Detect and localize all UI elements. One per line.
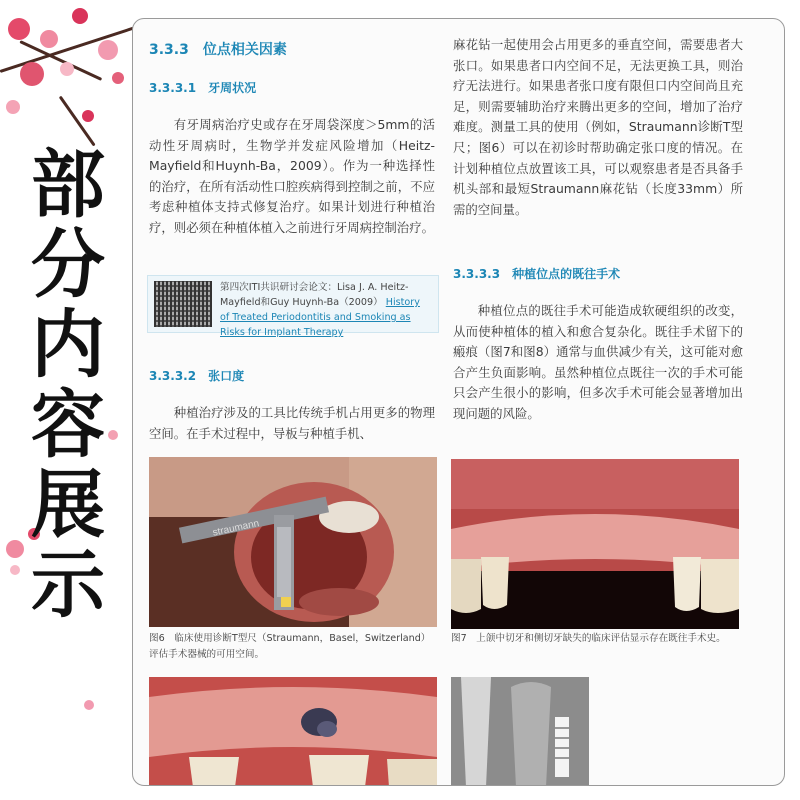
reference-box (147, 275, 439, 338)
xray-photo (451, 677, 589, 786)
figure-7-caption: 图7 上颌中切牙和侧切牙缺失的临床评估显示存在既往手术史。 (451, 633, 726, 644)
subsection-heading-mouth-opening: 3.3.3.2 张口度 (149, 369, 245, 383)
section-heading: 3.3.3 位点相关因素 (149, 42, 287, 58)
previous-surgery-paragraph: 种植位点的既往手术可能造成软硬组织的改变，从而使种植体的植入和愈合复杂化。既往手术留下的瘢痕（图7和图8）通常与血供减少有关，这可能对愈合产生负面影响。虽然种植位点既往一次的手术可能只会产生很小的影响，但多次手术可能会显著增加出现问题的风险。 (453, 303, 743, 421)
book-page (132, 18, 785, 786)
reference-link[interactable]: History of Treated Periodontitis and Smoking as Risks for Implant Therapy (220, 297, 420, 338)
side-banner (22, 142, 114, 628)
banner-char: 容 (31, 382, 105, 468)
mouth-opening-paragraph: 种植治疗涉及的工具比传统手机占用更多的物理空间。在手术过程中，导板与种植手机、 (149, 405, 435, 441)
figure-7-photo (451, 459, 739, 629)
figure-7-illustration (451, 459, 739, 629)
banner-char: 分 (31, 222, 105, 308)
qr-code-icon (154, 281, 212, 327)
banner-char: 内 (31, 302, 105, 388)
banner-char: 部 (31, 142, 105, 228)
figure-8-illustration (149, 677, 437, 786)
figure-6-caption: 图6 临床使用诊断T型尺（Straumann，Basel，Switzerland）评估手术器械的可用空间。 (149, 633, 431, 660)
figure-6-illustration (149, 457, 437, 627)
continued-paragraph: 麻花钻一起使用会占用更多的垂直空间，需要患者大张口。如果患者口内空间不足，无法更换工具，则治疗无法进行。如果患者张口度有限但口内空间尚且充足，则需要辅助治疗来腾出更多的空间，增加了治疗难度。测量工具的使用（例如，Straumann诊断T型尺；图6）可以在初诊时帮助确定张口度的情况。在计划种植位点放置该工具，可以观察患者是否具备手机头部和最短Straumann麻花钻（长度33mm）所需的空间量。 (453, 37, 743, 217)
figure-8-photo (149, 677, 437, 786)
periodontal-paragraph: 有牙周病治疗史或存在牙周袋深度＞5mm的活动性牙周病时，生物学并发症风险增加（Heitz-Mayfield和Huynh-Ba，2009）。作为一种选择性的治疗，在所有活动性口腔疾病得到控制之前，不应考虑种植体支持式修复治疗。如果计划进行种植治疗，则必须在种植体植入之前进行牙周病控制治疗。 (149, 117, 435, 235)
banner-char: 展 (31, 462, 105, 548)
reference-text: 第四次ITI共识研讨会论文：Lisa J. A. Heitz-Mayfield和Guy Huynh-Ba（2009） History of Treated Periodontitis and Smoking as Risks for Implant Therapy (220, 282, 420, 338)
tool-brand-text: straumann (211, 518, 261, 539)
banner-char: 示 (31, 542, 105, 628)
xray-illustration (451, 677, 589, 786)
subsection-heading-previous-surgery: 3.3.3.3 种植位点的既往手术 (453, 267, 621, 281)
subsection-heading-periodontal: 3.3.3.1 牙周状况 (149, 81, 257, 95)
figure-6-photo (149, 457, 437, 627)
